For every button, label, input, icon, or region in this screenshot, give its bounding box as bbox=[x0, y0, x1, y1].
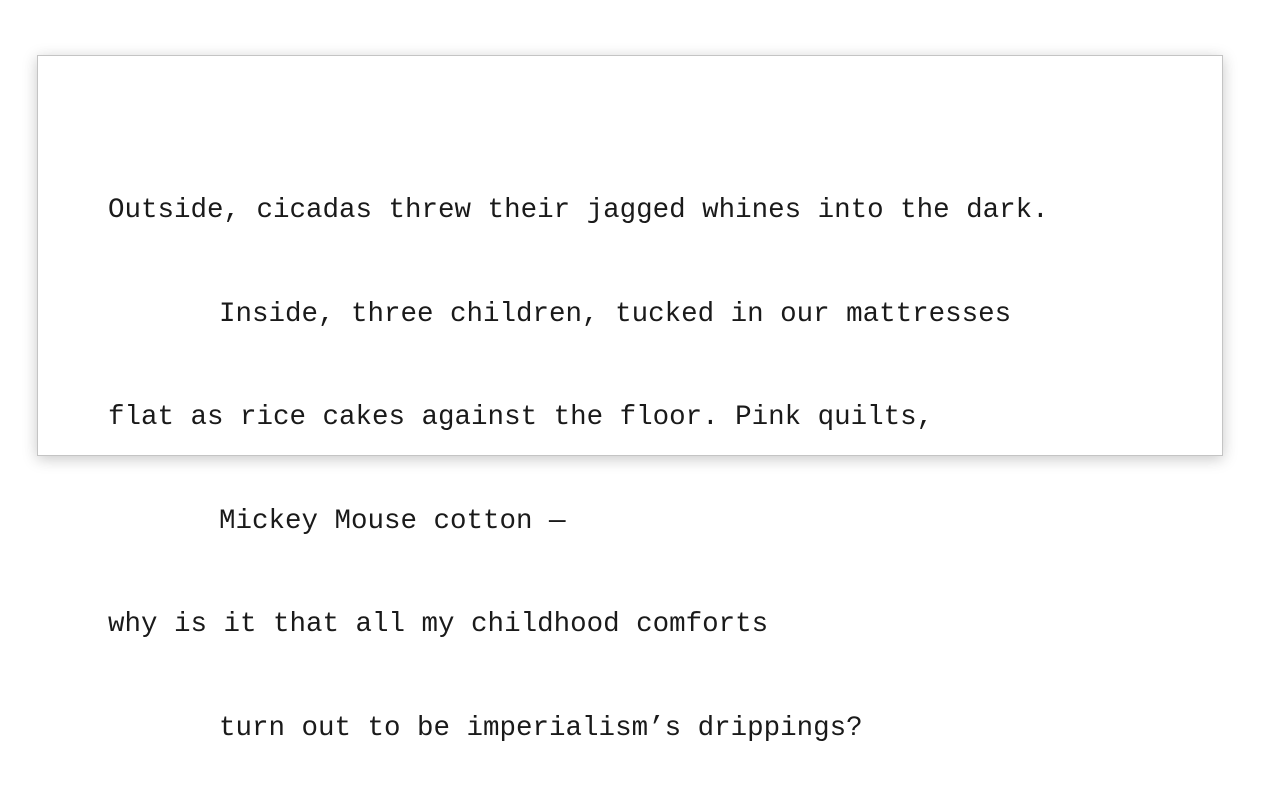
poem-card bbox=[37, 55, 1223, 744]
poem-line-3: flat as rice cakes against the floor. Pink quilts, bbox=[108, 402, 934, 434]
poem-line-6: turn out to be imperialism’s drippings? bbox=[219, 712, 863, 744]
poem-line-5: why is it that all my childhood comforts bbox=[108, 609, 769, 641]
poem-line-2: Inside, three children, tucked in our mattresses bbox=[219, 298, 1012, 330]
poem-text bbox=[108, 128, 1049, 812]
poem-line-4: Mickey Mouse cotton — bbox=[219, 505, 566, 537]
poem-line-1: Outside, cicadas threw their jagged whines into the dark. bbox=[108, 195, 1049, 226]
